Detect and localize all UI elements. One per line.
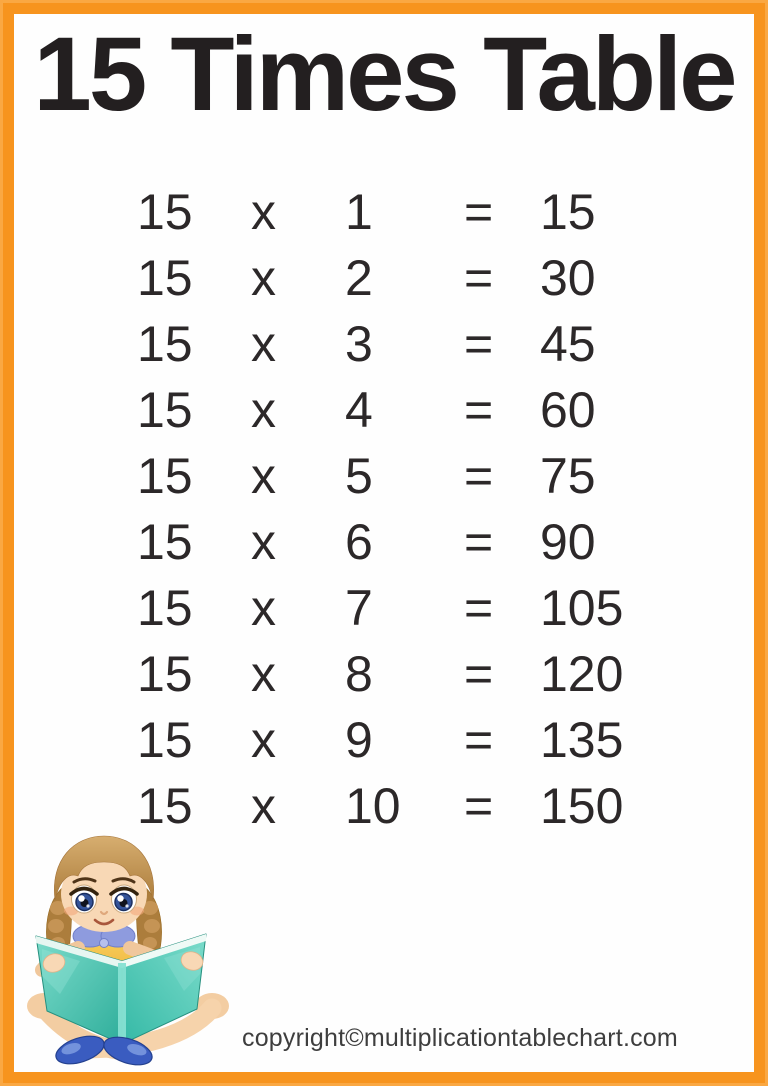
multiplier-value: 5 [345,448,373,504]
multiplier-value: 7 [345,580,373,636]
multiplier-value: 2 [345,250,373,306]
multiplier-value: 1 [345,184,373,240]
product-value: 60 [540,382,596,438]
equals-sign: = [464,514,494,570]
multiply-operator: x [251,184,276,240]
table-row [137,311,623,377]
multiplicand-value: 15 [137,316,193,372]
multiply-operator: x [251,514,276,570]
copyright-text: copyright©multiplicationtablechart.com [242,1024,678,1052]
equals-sign: = [464,250,494,306]
table-row [137,707,623,773]
product-value: 120 [540,646,624,702]
multiplier-value: 3 [345,316,373,372]
page-background [14,14,754,1072]
equals-sign: = [464,778,494,834]
table-row [137,377,623,443]
multiplicand-value: 15 [137,382,193,438]
multiply-operator: x [251,382,276,438]
left-eye [71,885,97,913]
table-row [137,245,623,311]
multiplicand-value: 15 [137,448,193,504]
girl-reading-illustration [22,822,234,1072]
equals-sign: = [464,580,494,636]
multiplicand-value: 15 [137,778,193,834]
equals-sign: = [464,382,494,438]
page-title: 15 Times Table [33,16,735,133]
multiplicand-value: 15 [137,580,193,636]
equals-sign: = [464,316,494,372]
multiply-operator: x [251,580,276,636]
multiply-operator: x [251,646,276,702]
equals-sign: = [464,712,494,768]
times-table [137,179,623,839]
multiply-operator: x [251,712,276,768]
product-value: 90 [540,514,596,570]
equals-sign: = [464,646,494,702]
table-row [137,179,623,245]
multiplier-value: 10 [345,778,401,834]
product-value: 30 [540,250,596,306]
equals-sign: = [464,184,494,240]
table-row [137,641,623,707]
product-value: 15 [540,184,596,240]
right-eye [111,885,137,913]
product-value: 45 [540,316,596,372]
multiplier-value: 8 [345,646,373,702]
multiplicand-value: 15 [137,184,193,240]
multiply-operator: x [251,778,276,834]
multiplicand-value: 15 [137,514,193,570]
table-row [137,509,623,575]
multiplier-value: 9 [345,712,373,768]
table-row [137,575,623,641]
multiplicand-value: 15 [137,712,193,768]
multiplicand-value: 15 [137,250,193,306]
multiplicand-value: 15 [137,646,193,702]
equals-sign: = [464,448,494,504]
multiplier-value: 6 [345,514,373,570]
product-value: 105 [540,580,624,636]
product-value: 150 [540,778,624,834]
table-row [137,443,623,509]
multiply-operator: x [251,250,276,306]
product-value: 75 [540,448,596,504]
product-value: 135 [540,712,624,768]
multiply-operator: x [251,316,276,372]
multiply-operator: x [251,448,276,504]
multiplier-value: 4 [345,382,373,438]
